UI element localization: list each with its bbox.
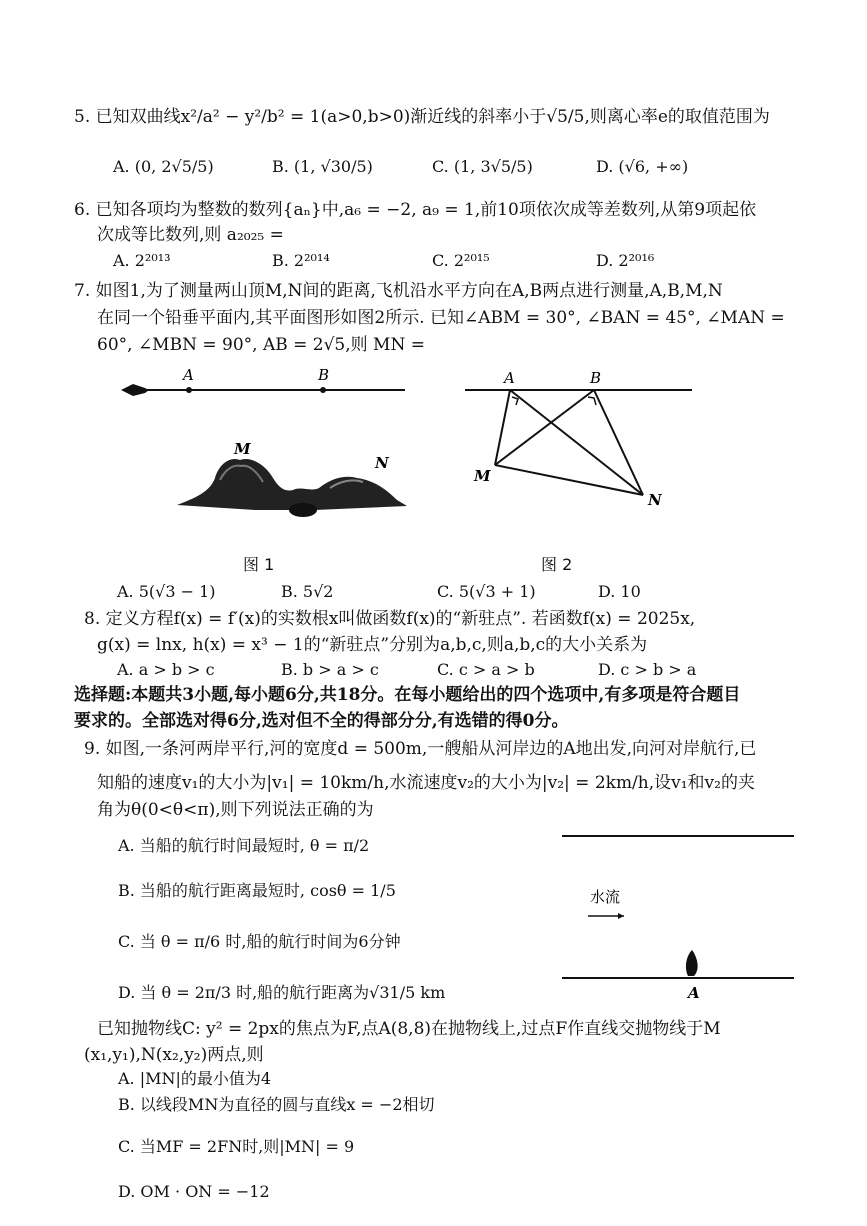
section-header-line1: 选择题:本题共3小题,每小题6分,共18分。在每小题给出的四个选项中,有多项是符合题目: [74, 685, 741, 705]
q5-option-d: D. (√6, +∞): [596, 157, 689, 176]
q7-option-a: A. 5(√3 − 1): [117, 582, 216, 601]
q7-option-d: D. 10: [598, 582, 641, 601]
q9-stem-line3: 角为θ(0<θ<π),则下列说法正确的为: [97, 800, 374, 820]
q9-stem-line1: 9. 如图,一条河两岸平行,河的宽度d = 500m,一艘船从河岸边的A地出发,向河对岸航行,已: [84, 739, 757, 759]
river-point-label: A: [688, 984, 700, 1002]
q8-stem-line2: g(x) = lnx, h(x) = x³ − 1的“新驻点”分别为a,b,c,则a,b,c的大小关系为: [97, 635, 648, 655]
q5-option-a: A. (0, 2√5/5): [113, 157, 214, 176]
q5-option-c: C. (1, 3√5/5): [432, 157, 533, 176]
q10-stem-line1: 已知抛物线C: y² = 2px的焦点为F,点A(8,8)在抛物线上,过点F作直线交抛物线于M: [97, 1019, 721, 1039]
q7-stem-line2: 在同一个铅垂平面内,其平面图形如图2所示. 已知∠ABM = 30°, ∠BAN = 45°, ∠MAN =: [97, 308, 785, 328]
q6-stem-line2: 次成等比数列,则 a₂₀₂₅ =: [97, 225, 284, 245]
river-figure: [560, 828, 800, 1003]
q8-option-b: B. b > a > c: [281, 660, 379, 679]
figure-2: [460, 365, 700, 515]
q8-option-d: D. c > b > a: [598, 660, 697, 679]
boat-icon: [686, 950, 698, 976]
q10-stem-line2: (x₁,y₁),N(x₂,y₂)两点,则: [84, 1045, 264, 1065]
q6-stem-line1: 6. 已知各项均为整数的数列{aₙ}中,a₆ = −2, a₉ = 1,前10项依次成等差数列,从第9项起依: [74, 200, 757, 220]
q7-stem-line1: 7. 如图1,为了测量两山顶M,N间的距离,飞机沿水平方向在A,B两点进行测量,A,B,M,N: [74, 281, 723, 301]
q5-option-b: B. (1, √30/5): [272, 157, 373, 176]
mountains-image: [177, 459, 407, 510]
q10-option-a: A. |MN|的最小值为4: [118, 1069, 272, 1088]
figure-1: [115, 360, 415, 530]
q8-stem-line1: 8. 定义方程f(x) = f′(x)的实数根x叫做函数f(x)的“新驻点”. 若函数f(x) = 2025x,: [84, 609, 696, 629]
q9-option-b: B. 当船的航行距离最短时, cosθ = 1/5: [118, 881, 396, 900]
q8-option-a: A. a > b > c: [117, 660, 215, 679]
q6-option-d: D. 2²⁰¹⁶: [596, 251, 655, 270]
q9-option-c: C. 当 θ = π/6 时,船的航行时间为6分钟: [118, 932, 401, 951]
fig2-label-a: A: [504, 369, 515, 387]
q9-stem-line2: 知船的速度v₁的大小为|v₁| = 10km/h,水流速度v₂的大小为|v₂| = 2km/h,设v₁和v₂的夹: [97, 773, 755, 793]
q8-option-c: C. c > a > b: [437, 660, 535, 679]
q9-option-a: A. 当船的航行时间最短时, θ = π/2: [118, 836, 370, 855]
fig1-label-b: B: [318, 366, 330, 384]
q6-option-b: B. 2²⁰¹⁴: [272, 251, 330, 270]
section-header-line2: 要求的。全部选对得6分,选对但不全的得部分分,有选错的得0分。: [74, 711, 569, 731]
q5-stem: 5. 已知双曲线x²/a² − y²/b² = 1(a>0,b>0)渐近线的斜率小于√5/5,则离心率e的取值范围为: [74, 107, 770, 127]
fig1-label-m: M: [234, 440, 251, 458]
q7-stem-line3: 60°, ∠MBN = 90°, AB = 2√5,则 MN =: [97, 335, 425, 355]
fig1-label-n: N: [375, 454, 389, 472]
flow-label: 水流: [590, 888, 621, 906]
figure-1-caption: 图 1: [243, 555, 275, 574]
q7-option-c: C. 5(√3 + 1): [437, 582, 536, 601]
fig2-label-n: N: [648, 491, 662, 509]
q9-option-d: D. 当 θ = 2π/3 时,船的航行距离为√31/5 km: [118, 983, 446, 1002]
arrow-right-icon: [618, 913, 624, 919]
q10-option-c: C. 当MF = 2FN时,则|MN| = 9: [118, 1137, 355, 1156]
q6-option-c: C. 2²⁰¹⁵: [432, 251, 490, 270]
fig1-label-a: A: [183, 366, 194, 384]
q10-option-b: B. 以线段MN为直径的圆与直线x = −2相切: [118, 1095, 435, 1114]
airplane-icon: [121, 384, 149, 396]
q6-option-a: A. 2²⁰¹³: [113, 251, 171, 270]
q7-option-b: B. 5√2: [281, 582, 334, 601]
fig2-label-b: B: [590, 369, 602, 387]
q10-option-d: D. OM · ON = −12: [118, 1182, 270, 1201]
figure-2-caption: 图 2: [541, 555, 573, 574]
fig2-label-m: M: [474, 467, 491, 485]
